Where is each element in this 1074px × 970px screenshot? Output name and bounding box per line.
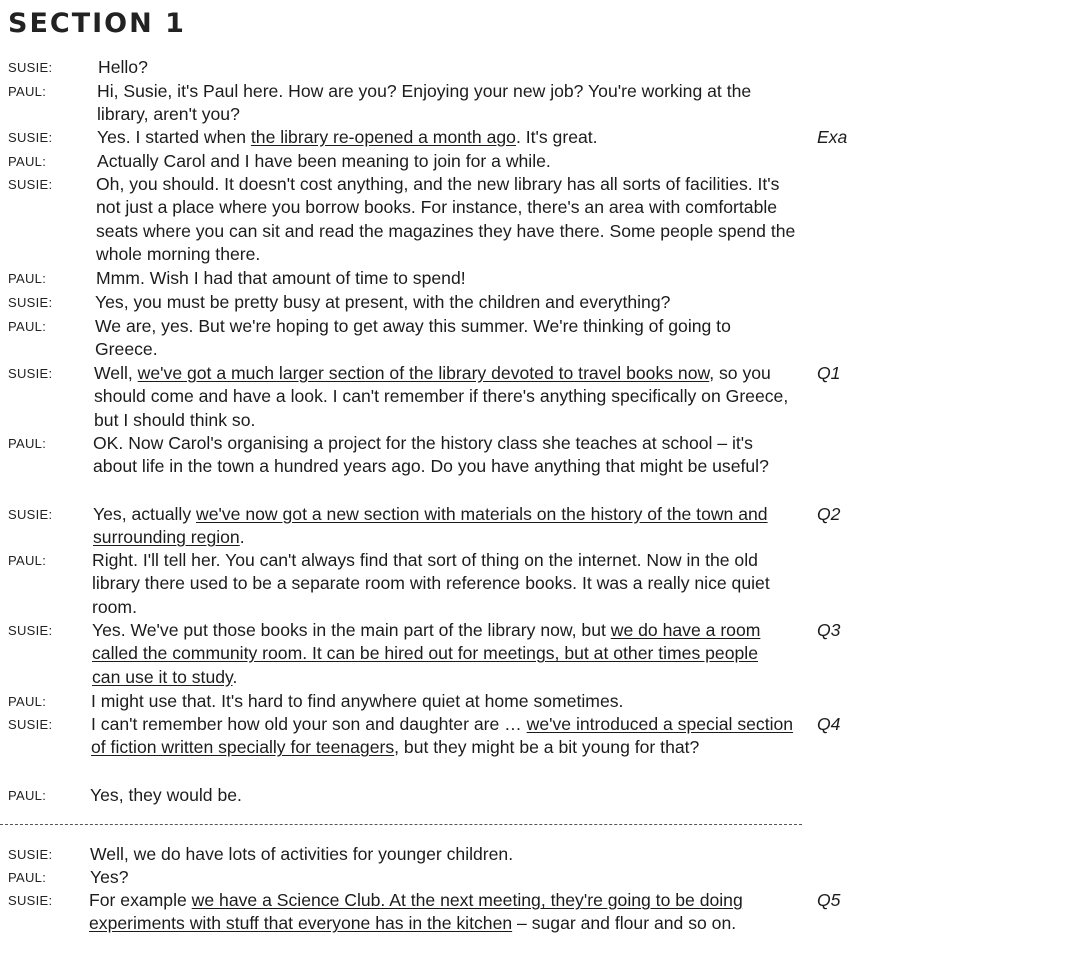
speaker-label: SUSIE: [8,177,53,192]
dialogue-text [96,267,796,290]
text-segment: Yes? [90,867,129,887]
dialogue-text [97,126,797,149]
speaker-label: PAUL: [8,694,47,709]
dialogue-text [94,362,802,432]
text-segment: – sugar and flour and so on. [512,913,737,934]
speaker-label: PAUL: [8,271,47,286]
dialogue-text [90,866,790,889]
speaker-label: SUSIE: [8,130,53,145]
dialogue-text [92,549,784,619]
underlined-answer: the library re-opened a month ago [250,127,516,147]
dialogue-text [91,713,803,760]
text-segment: Hello? [98,57,148,77]
speaker-label: SUSIE: [8,717,53,732]
section-divider [0,824,802,825]
underlined-answer: we do have a room called the community room. It can be hired out for meetings, but at other times people can use it to study [92,620,761,687]
dialogue-text [90,784,790,807]
speaker-label: SUSIE: [8,295,53,310]
text-segment: . [239,527,245,548]
speaker-label: SUSIE: [8,847,53,862]
underlined-answer: we've now got a new section with materials on the history of the town and surrounding region [93,504,768,548]
dialogue-text [93,432,801,479]
text-segment: Actually Carol and I have been meaning to join for a while. [97,151,551,171]
text-segment: We are, yes. But we're hoping to get away this summer. We're thinking of going to Greece. [95,316,731,360]
dialogue-text [98,56,798,79]
question-marker: Exa [817,127,848,147]
text-segment: , but they might be a bit young for that? [394,737,700,758]
text-segment: Oh, you should. It doesn't cost anything, and the new library has all sorts of facilities. It's not just a place where you borrow books. For instance, there's an area with comfortable seats where you can sit and read the magazines they have there. Some people spend the whole morning there. [96,174,796,264]
dialogue-text [95,315,797,362]
dialogue-text [93,503,801,550]
dialogue-text [95,291,795,314]
speaker-label: PAUL: [8,788,47,803]
text-segment: Right. I'll tell her. You can't always find that sort of thing on the internet. Now in the old library there used to be a separate room with reference books. It was a really nice quiet room. [92,550,770,617]
text-segment: For example [89,890,192,910]
question-marker: Q1 [817,363,841,383]
dialogue-text [92,619,782,689]
section-title: SECTION 1 [8,8,186,39]
question-marker: Q3 [817,620,841,640]
text-segment: Yes, you must be pretty busy at present, with the children and everything? [95,292,671,312]
dialogue-text [89,889,799,936]
dialogue-text [96,173,796,266]
text-segment: I can't remember how old your son and daughter are … [91,714,527,734]
speaker-label: PAUL: [8,436,47,451]
text-segment: Well, we do have lots of activities for younger children. [90,844,514,864]
dialogue-text [97,80,797,127]
speaker-label: SUSIE: [8,60,53,75]
text-segment: Yes, actually [93,504,197,524]
text-segment: Mmm. Wish I had that amount of time to spend! [96,268,466,288]
question-marker: Q5 [817,890,841,910]
underlined-answer: we have a Science Club. At the next meeting, they're going to be doing experiments with stuff that everyone has in the kitchen [89,890,743,934]
dialogue-text [97,150,797,173]
speaker-label: PAUL: [8,84,47,99]
dialogue-text [90,843,790,866]
speaker-label: SUSIE: [8,507,53,522]
question-marker: Q2 [817,504,841,524]
speaker-label: PAUL: [8,553,47,568]
text-segment: Yes, they would be. [90,785,242,805]
speaker-label: PAUL: [8,870,47,885]
text-segment: I might use that. It's hard to find anywhere quiet at home sometimes. [91,691,624,711]
speaker-label: SUSIE: [8,623,53,638]
question-marker: Q4 [817,714,841,734]
text-segment: Well, [94,363,138,383]
text-segment: Yes. We've put those books in the main part of the library now, but [92,620,611,640]
underlined-answer: we've introduced a special section of fiction written specially for teenagers [91,714,794,758]
text-segment: . [232,666,238,687]
text-segment: . It's great. [515,127,598,147]
text-segment: Hi, Susie, it's Paul here. How are you? Enjoying your new job? You're working at the library, aren't you? [97,81,752,125]
dialogue-text [91,690,791,713]
text-segment: OK. Now Carol's organising a project for the history class she teaches at school – it's about life in the town a hundred years ago. Do you have anything that might be useful? [93,433,769,477]
speaker-label: SUSIE: [8,366,53,381]
text-segment: Yes. I started when [97,127,251,147]
speaker-label: PAUL: [8,319,47,334]
speaker-label: SUSIE: [8,893,53,908]
underlined-answer: we've got a much larger section of the library devoted to travel books now [137,363,710,383]
speaker-label: PAUL: [8,154,47,169]
text-segment: , so you should come and have a look. I can't remember if there's anything specifically on Greece, but I should think so. [94,363,789,430]
